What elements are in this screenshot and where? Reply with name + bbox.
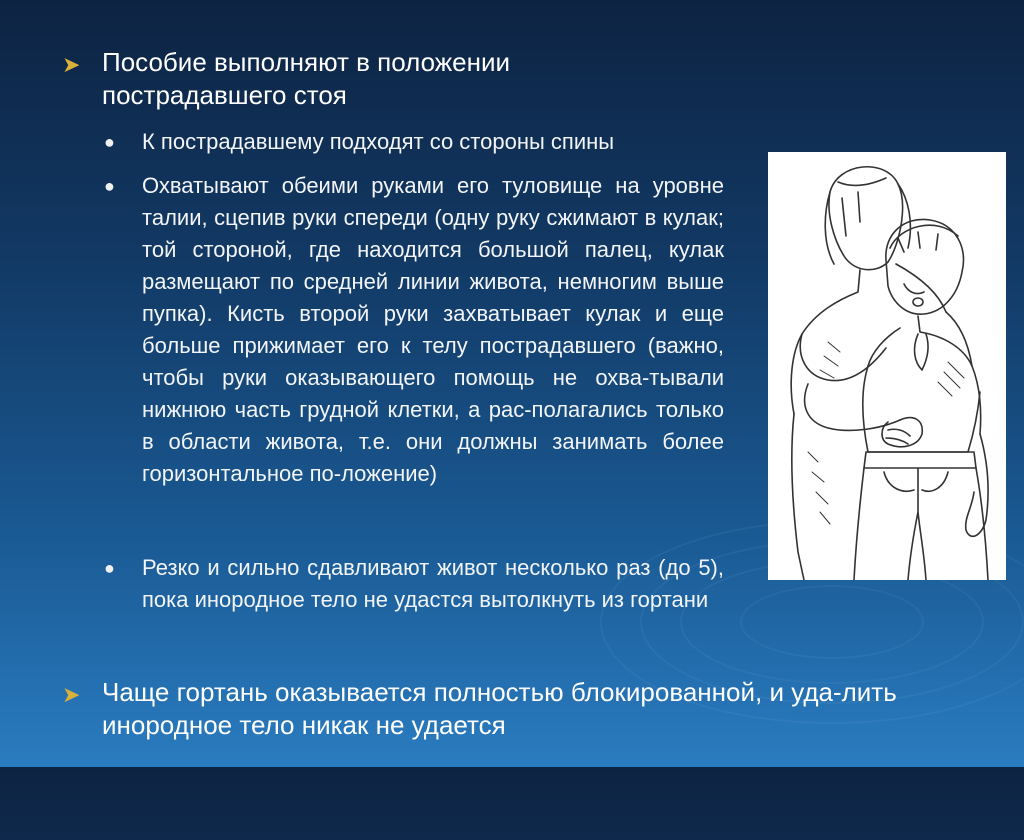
subitem-grip (104, 170, 724, 490)
dot-bullet-icon: ● (104, 176, 115, 196)
dot-bullet-icon: ● (104, 132, 115, 152)
subitem-text: Резко и сильно сдавливают живот несколько раз (до 5), пока инородное тело не удастся вытолкнуть из гортани (142, 555, 724, 612)
bullet-standing-position (62, 46, 682, 112)
bullet-blocked-larynx (62, 676, 962, 742)
subitem-thrusts (104, 552, 724, 616)
subitem-approach (104, 126, 724, 158)
heimlich-illustration (768, 152, 1006, 580)
subitem-text: Охватывают обеими руками его туловище на уровне талии, сцепив руки спереди (одну руку сжимают в кулак; той стороной, где находится большой палец, кулак размещают по средней линии живота, немногим выше пупка). Кисть второй руки захватывает кулак и еще больше прижимает его к телу пострадавшего (важно, чтобы руки оказывающего помощь не охва-тывали нижнюю часть грудной клетки, а рас-полагались только в области живота, т.е. они должны занимать более горизонтальное по-ложение) (142, 173, 724, 486)
subitem-text: К пострадавшему подходят со стороны спины (142, 129, 615, 154)
arrow-bullet-icon: ➤ (62, 52, 81, 77)
arrow-bullet-icon: ➤ (62, 682, 81, 707)
heimlich-drawing (768, 152, 1006, 580)
dot-bullet-icon: ● (104, 558, 115, 578)
bullet-text: Чаще гортань оказывается полностью блокированной, и уда-лить инородное тело никак не удается (102, 677, 897, 740)
bullet-text: Пособие выполняют в положении пострадавшего стоя (102, 47, 511, 110)
